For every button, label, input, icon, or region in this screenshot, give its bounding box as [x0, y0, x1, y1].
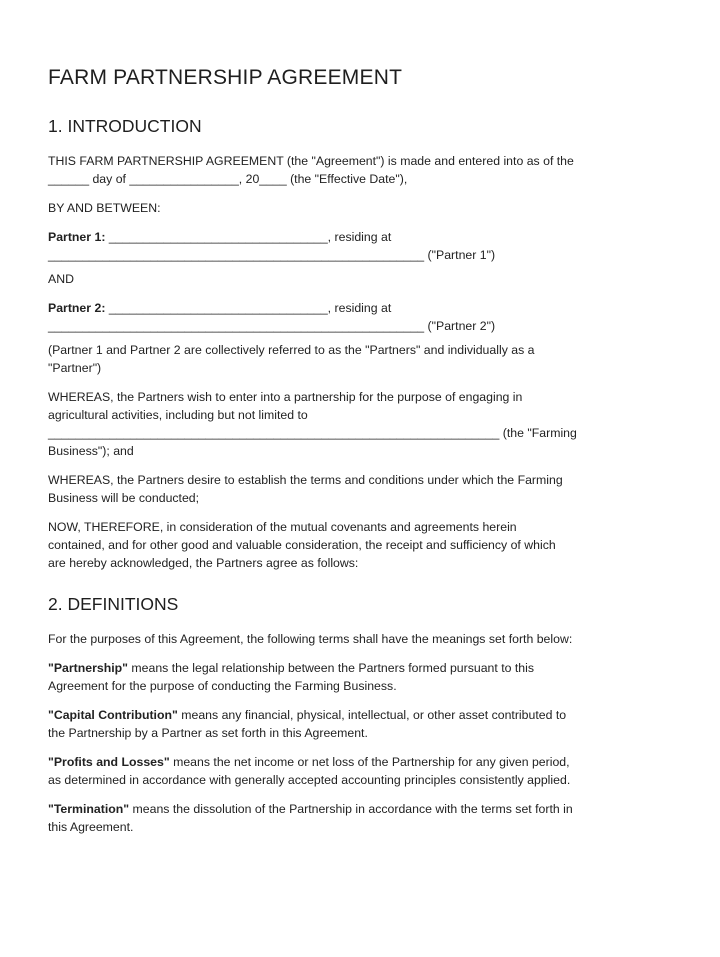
definitions-intro: For the purposes of this Agreement, the following terms shall have the meanings set forth below: — [48, 632, 573, 646]
by-and-between: BY AND BETWEEN: — [48, 201, 161, 215]
partner1-label: Partner 1: — [48, 230, 106, 244]
partner1-line2: _______________________________________________________ ("Partner 1") — [48, 248, 496, 262]
definition-item — [48, 706, 680, 742]
definition-item — [48, 659, 680, 695]
whereas-paragraph-1: WHEREAS, the Partners wish to enter into a partnership for the purpose of engaging in agricultural activities, including but not limited to __________________________________________________________________ (the "Farming Business"); and — [48, 390, 577, 458]
definition-text: means any financial, physical, intellectual, or other asset contributed to the Partnership by a Partner as set forth in this Agreement. — [48, 708, 567, 740]
definition-text: means the legal relationship between the Partners formed pursuant to this Agreement for the purpose of conducting the Farming Business. — [48, 661, 535, 693]
definition-term: "Partnership" — [48, 661, 128, 675]
collective-paragraph: (Partner 1 and Partner 2 are collectively referred to as the "Partners" and individually as a "Partner") — [48, 343, 535, 375]
document-title: FARM PARTNERSHIP AGREEMENT — [48, 66, 403, 89]
partner2-block — [48, 299, 680, 335]
partner1-block — [48, 228, 680, 264]
definition-item — [48, 753, 680, 789]
section-heading-introduction: 1. INTRODUCTION — [48, 116, 202, 136]
whereas-paragraph-2: WHEREAS, the Partners desire to establish the terms and conditions under which the Farming Business will be conducted; — [48, 473, 563, 505]
section-heading-definitions: 2. DEFINITIONS — [48, 594, 179, 614]
definition-text: means the dissolution of the Partnership in accordance with the terms set forth in this Agreement. — [48, 802, 573, 834]
partner1-line1: ________________________________, residing at — [105, 230, 392, 244]
definition-term: "Termination" — [48, 802, 130, 816]
partner2-line2: _______________________________________________________ ("Partner 2") — [48, 319, 496, 333]
definition-text: means the net income or net loss of the Partnership for any given period, as determined in accordance with generally accepted accounting principles consistently applied. — [48, 755, 571, 787]
definition-term: "Profits and Losses" — [48, 755, 170, 769]
partner2-label: Partner 2: — [48, 301, 106, 315]
definition-term: "Capital Contribution" — [48, 708, 178, 722]
now-therefore-paragraph: NOW, THEREFORE, in consideration of the mutual covenants and agreements herein contained, and for other good and valuable consideration, the receipt and sufficiency of which are hereby acknowledged, the Partners agree as follows: — [48, 520, 556, 570]
preamble-paragraph: THIS FARM PARTNERSHIP AGREEMENT (the "Agreement") is made and entered into as of the ______ day of ________________, 20____ (the "Effective Date"), — [48, 154, 574, 186]
partner2-line1: ________________________________, residing at — [105, 301, 392, 315]
and-label: AND — [48, 272, 74, 286]
definition-item — [48, 800, 680, 836]
